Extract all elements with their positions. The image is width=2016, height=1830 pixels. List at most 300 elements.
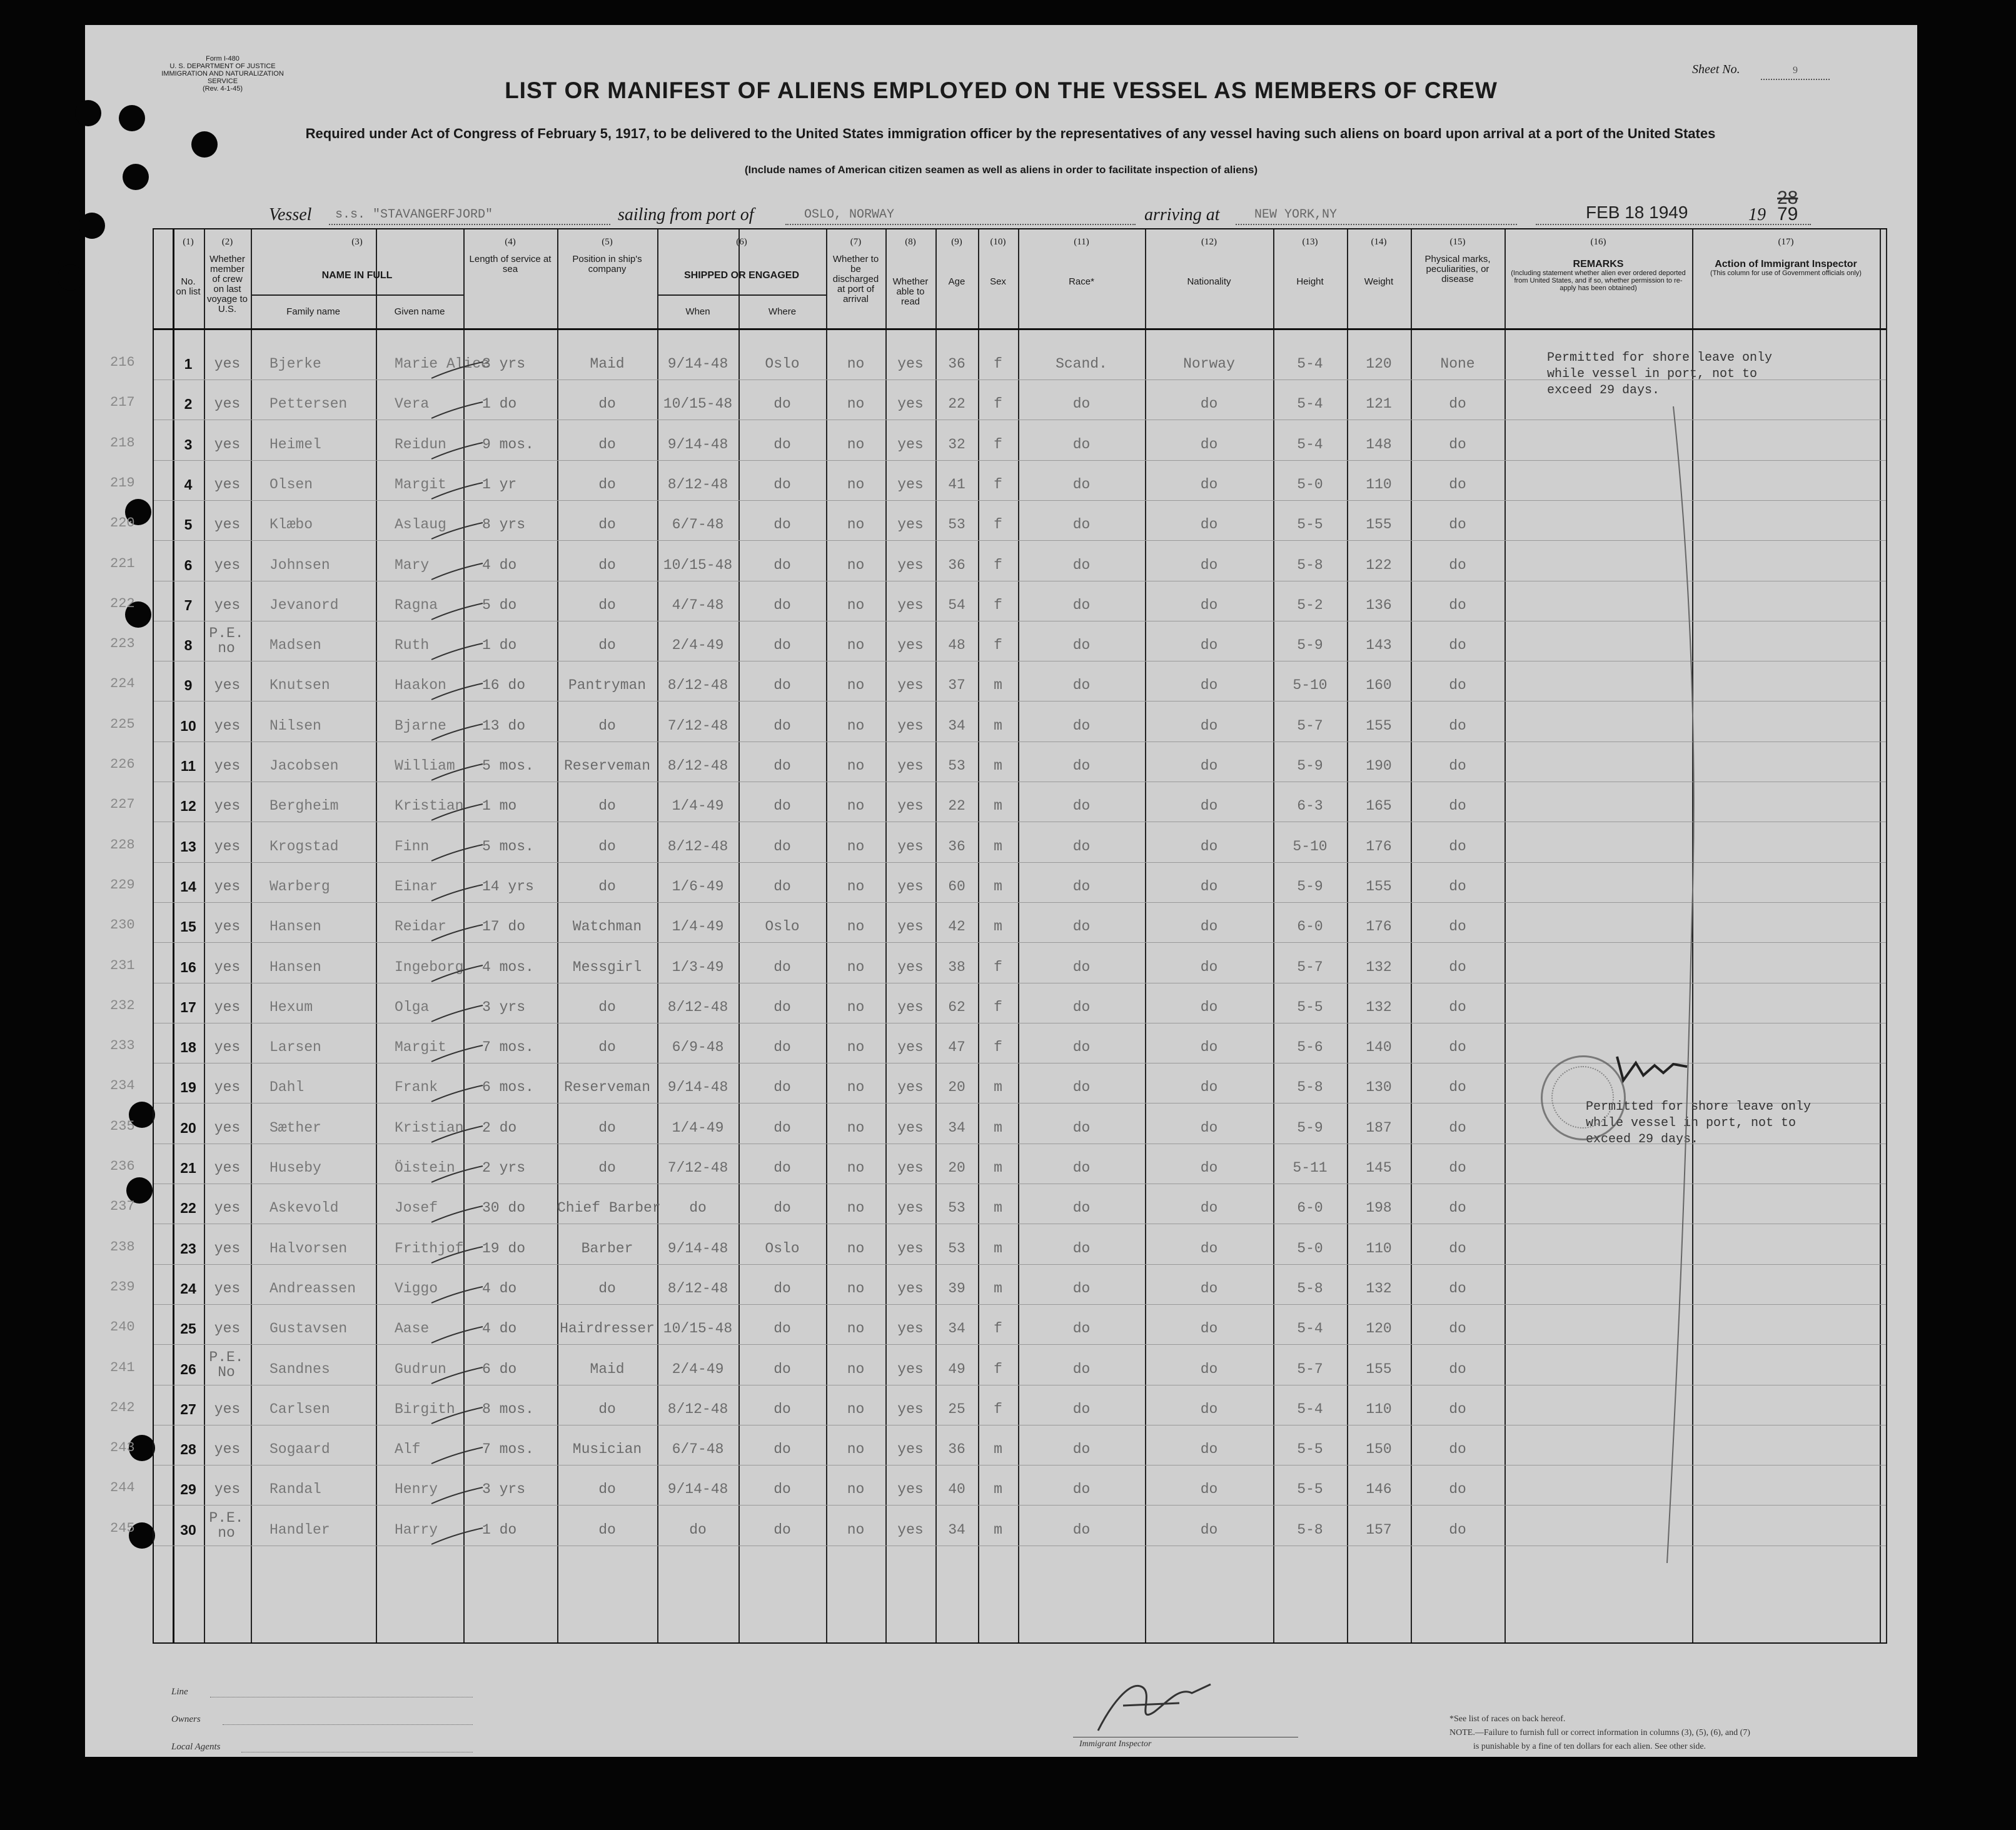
cell-prev: yes — [214, 1240, 241, 1257]
cell-no: 14 — [180, 878, 196, 895]
cell-marks: do — [1449, 516, 1466, 533]
cell-position: do — [598, 838, 616, 855]
cell-position: do — [598, 396, 616, 413]
column-number: (15) — [1449, 237, 1466, 247]
cell-position: do — [598, 878, 616, 895]
cell-position: Musician — [572, 1441, 642, 1458]
cell-where: do — [774, 758, 791, 774]
cell-weight: 146 — [1366, 1481, 1392, 1498]
column-number: (14) — [1371, 237, 1387, 247]
cell-prev: yes — [214, 918, 241, 935]
line-label: Line — [171, 1687, 188, 1697]
cell-where: do — [774, 1481, 791, 1498]
cell-marks: do — [1449, 998, 1466, 1015]
table-row — [110, 1509, 1886, 1561]
cell-given: Finn — [395, 838, 430, 855]
cell-marks: do — [1449, 958, 1466, 975]
check-mark-stroke — [429, 397, 485, 422]
cell-height: 5-7 — [1297, 958, 1323, 975]
cell-height: 5-9 — [1297, 878, 1323, 895]
vessel-label: Vessel — [269, 205, 312, 224]
remark-line: while vessel in port, not to — [1547, 367, 1758, 381]
cell-read: yes — [897, 1200, 924, 1217]
check-mark-stroke — [429, 1000, 485, 1025]
cell-weight: 143 — [1366, 637, 1392, 654]
cell-when: 1/4-49 — [672, 1119, 724, 1136]
cell-service: 5 mos. — [482, 758, 534, 774]
column-number: (13) — [1302, 237, 1318, 247]
cell-race: do — [1072, 1441, 1091, 1458]
cell-when: 8/12-48 — [667, 1280, 728, 1297]
remark-line: exceed 29 days. — [1586, 1132, 1699, 1147]
check-mark-stroke — [429, 960, 485, 985]
cell-race: do — [1072, 1240, 1091, 1257]
cell-family: Olsen — [270, 476, 313, 493]
manifest-line-number: 231 — [110, 957, 135, 973]
cell-no: 23 — [180, 1240, 196, 1257]
cell-position: do — [598, 436, 616, 453]
cell-prev: yes — [214, 998, 241, 1015]
cell-sex: m — [994, 798, 1002, 815]
cell-position: do — [598, 1481, 616, 1498]
cell-age: 34 — [948, 1521, 965, 1538]
cell-family: Nilsen — [270, 717, 321, 734]
column-header: Race* — [1069, 276, 1094, 287]
vessel-name: s.s. "STAVANGERFJORD" — [335, 208, 493, 222]
cell-no: 15 — [180, 918, 196, 935]
cell-marks: do — [1449, 1521, 1466, 1538]
cell-weight: 130 — [1366, 1079, 1392, 1096]
cell-when: 10/15-48 — [663, 1320, 733, 1337]
cell-no: 10 — [180, 717, 196, 734]
cell-height: 5-8 — [1297, 1521, 1323, 1538]
cell-family: Klæbo — [270, 516, 313, 533]
cell-prev: yes — [214, 436, 241, 453]
cell-family: Hansen — [270, 918, 321, 935]
cell-where: do — [774, 677, 791, 694]
cell-nat: do — [1200, 998, 1218, 1015]
cell-where: do — [774, 1521, 791, 1538]
cell-nat: do — [1200, 516, 1218, 533]
cell-weight: 145 — [1366, 1160, 1392, 1176]
cell-disch: no — [847, 1039, 865, 1056]
table-row — [110, 957, 1886, 998]
cell-when: 10/15-48 — [663, 556, 733, 573]
cell-prev: yes — [214, 1400, 241, 1417]
cell-disch: no — [847, 1280, 865, 1297]
check-mark-stroke — [429, 357, 485, 382]
cell-weight: 160 — [1366, 677, 1392, 694]
cell-sex: f — [994, 556, 1002, 573]
cell-race: do — [1072, 717, 1091, 734]
cell-height: 5-0 — [1297, 1240, 1323, 1257]
cell-where: do — [774, 958, 791, 975]
cell-age: 53 — [948, 1240, 965, 1257]
table-row — [110, 435, 1886, 475]
cell-nat: do — [1200, 878, 1218, 895]
table-row — [110, 595, 1886, 636]
cell-sex: m — [994, 1079, 1002, 1096]
column-number: (16) — [1590, 237, 1606, 247]
cell-race: do — [1072, 556, 1091, 573]
cell-sex: m — [994, 717, 1002, 734]
manifest-line-number: 240 — [110, 1319, 135, 1335]
cell-height: 5-5 — [1297, 1441, 1323, 1458]
cell-weight: 176 — [1366, 918, 1392, 935]
cell-weight: 120 — [1366, 356, 1392, 372]
cell-disch: no — [847, 1521, 865, 1538]
cell-age: 47 — [948, 1039, 965, 1056]
cell-disch: no — [847, 556, 865, 573]
check-mark-stroke — [429, 719, 485, 744]
manifest-footer — [173, 1649, 1898, 1756]
cell-position: do — [598, 637, 616, 654]
check-mark-stroke — [429, 558, 485, 583]
cell-sex: f — [994, 596, 1002, 613]
cell-where: do — [774, 998, 791, 1015]
cell-family: Sogaard — [270, 1441, 330, 1458]
races-note: *See list of races on back hereof. — [1449, 1714, 1566, 1724]
cell-sex: f — [994, 637, 1002, 654]
punch-hole — [123, 164, 149, 190]
remark-shore-leave-top — [1547, 350, 1772, 399]
cell-weight: 176 — [1366, 838, 1392, 855]
cell-position: Barber — [581, 1240, 633, 1257]
cell-where: do — [774, 1039, 791, 1056]
cell-family: Askevold — [270, 1200, 339, 1217]
cell-position: do — [598, 1160, 616, 1176]
cell-nat: do — [1200, 1521, 1218, 1538]
cell-race: do — [1072, 878, 1091, 895]
cell-sex: m — [994, 1240, 1002, 1257]
cell-height: 5-7 — [1297, 717, 1323, 734]
cell-marks: do — [1449, 596, 1466, 613]
cell-read: yes — [897, 396, 924, 413]
cell-prev: yes — [214, 1481, 241, 1498]
cell-disch: no — [847, 1441, 865, 1458]
cell-marks: do — [1449, 1240, 1466, 1257]
cell-prev: yes — [214, 1280, 241, 1297]
cell-disch: no — [847, 677, 865, 694]
cell-height: 6-0 — [1297, 1200, 1323, 1217]
check-mark-stroke — [429, 1282, 485, 1307]
remark-line: exceed 29 days. — [1547, 383, 1660, 398]
manifest-line-number: 217 — [110, 395, 135, 411]
cell-height: 5-4 — [1297, 1400, 1323, 1417]
cell-weight: 155 — [1366, 516, 1392, 533]
cell-age: 48 — [948, 637, 965, 654]
cell-position: do — [598, 998, 616, 1015]
cell-read: yes — [897, 1360, 924, 1377]
cell-given: Reidar — [395, 918, 446, 935]
cell-race: do — [1072, 958, 1091, 975]
cell-race: do — [1072, 838, 1091, 855]
check-mark-stroke — [429, 1201, 485, 1226]
cell-weight: 150 — [1366, 1441, 1392, 1458]
cell-age: 20 — [948, 1160, 965, 1176]
table-header-rule — [154, 328, 1886, 330]
cell-no: 24 — [180, 1280, 196, 1297]
cell-weight: 190 — [1366, 758, 1392, 774]
cell-race: do — [1072, 1320, 1091, 1337]
column-header-title: REMARKS — [1573, 259, 1624, 269]
cell-weight: 148 — [1366, 436, 1392, 453]
punch-hole — [75, 100, 101, 126]
cell-marks: do — [1449, 1400, 1466, 1417]
cell-age: 49 — [948, 1360, 965, 1377]
cell-given: Margit — [395, 476, 446, 493]
column-subheader: Where — [768, 306, 797, 317]
cell-when: 9/14-48 — [667, 1481, 728, 1498]
cell-family: Sæther — [270, 1119, 321, 1136]
cell-service: 6 mos. — [482, 1079, 534, 1096]
cell-height: 5-10 — [1293, 677, 1328, 694]
cell-when: 8/12-48 — [667, 998, 728, 1015]
cell-disch: no — [847, 596, 865, 613]
cell-age: 36 — [948, 838, 965, 855]
cell-height: 5-2 — [1297, 596, 1323, 613]
cell-where: Oslo — [765, 1240, 800, 1257]
cell-disch: no — [847, 1400, 865, 1417]
cell-when: 8/12-48 — [667, 838, 728, 855]
inspector-signature — [1086, 1668, 1248, 1743]
cell-marks: do — [1449, 1160, 1466, 1176]
manifest-line-number: 239 — [110, 1279, 135, 1295]
arriving-port-field — [1236, 204, 1517, 225]
cell-no: 3 — [184, 436, 193, 453]
cell-where: do — [774, 637, 791, 654]
column-number: (6) — [736, 237, 747, 247]
cell-no: 1 — [184, 356, 193, 372]
cell-where: do — [774, 1160, 791, 1176]
column-header: Whether able to read — [892, 276, 929, 307]
cell-height: 5-9 — [1297, 758, 1323, 774]
cell-where: Oslo — [765, 918, 800, 935]
cell-read: yes — [897, 838, 924, 855]
cell-position: do — [598, 516, 616, 533]
cell-marks: do — [1449, 476, 1466, 493]
cell-position: Watchman — [572, 918, 642, 935]
column-header: Whether to be discharged at port of arrival — [832, 254, 879, 304]
arriving-label: arriving at — [1144, 205, 1220, 224]
cell-sex: f — [994, 396, 1002, 413]
cell-weight: 132 — [1366, 1280, 1392, 1297]
cell-race: do — [1072, 918, 1091, 935]
cell-when: 6/7-48 — [672, 1441, 724, 1458]
manifest-line-number: 223 — [110, 636, 135, 652]
table-row — [110, 395, 1886, 435]
cell-service: 14 yrs — [482, 878, 534, 895]
cell-height: 5-5 — [1297, 516, 1323, 533]
punch-hole — [58, 264, 84, 291]
column-header: Nationality — [1187, 276, 1231, 287]
cell-given: Öistein — [395, 1160, 455, 1176]
cell-nat: do — [1200, 1200, 1218, 1217]
cell-prev: yes — [214, 556, 241, 573]
cell-when: 9/14-48 — [667, 1079, 728, 1096]
column-header: No. on list — [176, 276, 201, 297]
cell-nat: do — [1200, 677, 1218, 694]
cell-given: Frithjof — [395, 1240, 464, 1257]
cell-service: 17 do — [482, 918, 526, 935]
owners-label: Owners — [171, 1714, 201, 1724]
local-agents-label: Local Agents — [171, 1742, 221, 1752]
manifest-line-number: 220 — [110, 515, 135, 531]
sheet-number-value: 9 — [1761, 65, 1830, 80]
cell-nat: do — [1200, 637, 1218, 654]
cell-family: Jevanord — [270, 596, 339, 613]
cell-sex: f — [994, 356, 1002, 372]
cell-height: 6-3 — [1297, 798, 1323, 815]
cell-given: Aslaug — [395, 516, 446, 533]
handwritten-number: 79 — [1777, 204, 1798, 224]
column-number: (7) — [850, 237, 862, 247]
cell-service: 1 mo — [482, 798, 517, 815]
table-row — [110, 676, 1886, 716]
manifest-line-number: 229 — [110, 877, 135, 893]
cell-no: 19 — [180, 1079, 196, 1096]
cell-where: do — [774, 1119, 791, 1136]
manifest-line-number: 236 — [110, 1159, 135, 1174]
cell-nat: do — [1200, 436, 1218, 453]
manifest-line-number: 233 — [110, 1038, 135, 1054]
cell-prev: yes — [214, 516, 241, 533]
cell-read: yes — [897, 758, 924, 774]
cell-marks: do — [1449, 1119, 1466, 1136]
cell-when: 8/12-48 — [667, 476, 728, 493]
cell-age: 54 — [948, 596, 965, 613]
table-row — [110, 1440, 1886, 1480]
cell-weight: 110 — [1366, 1240, 1392, 1257]
cell-weight: 132 — [1366, 958, 1392, 975]
cell-no: 25 — [180, 1320, 196, 1337]
cell-race: do — [1072, 476, 1091, 493]
cell-when: 7/12-48 — [667, 717, 728, 734]
cell-nat: do — [1200, 958, 1218, 975]
cell-service: 3 yrs — [482, 998, 526, 1015]
cell-marks: do — [1449, 878, 1466, 895]
column-number: (17) — [1778, 237, 1794, 247]
cell-sex: f — [994, 516, 1002, 533]
cell-prev: yes — [214, 1200, 241, 1217]
cell-when: 7/12-48 — [667, 1160, 728, 1176]
check-mark-stroke — [429, 1482, 485, 1507]
cell-when: 1/3-49 — [672, 958, 724, 975]
cell-service: 8 mos. — [482, 1400, 534, 1417]
cell-family: Knutsen — [270, 677, 330, 694]
cell-weight: 122 — [1366, 556, 1392, 573]
table-row — [110, 1319, 1886, 1359]
cell-given: Margit — [395, 1039, 446, 1056]
cell-position: Pantryman — [568, 677, 647, 694]
cell-where: do — [774, 717, 791, 734]
cell-where: do — [774, 1079, 791, 1096]
cell-given: Birgith — [395, 1400, 455, 1417]
cell-family: Halvorsen — [270, 1240, 348, 1257]
cell-read: yes — [897, 798, 924, 815]
cell-sex: f — [994, 1039, 1002, 1056]
cell-family: Gustavsen — [270, 1320, 348, 1337]
cell-where: do — [774, 436, 791, 453]
manifest-line-number: 216 — [110, 354, 135, 370]
cell-race: do — [1072, 1400, 1091, 1417]
cell-disch: no — [847, 1160, 865, 1176]
cell-prev: yes — [214, 1160, 241, 1176]
cell-prev: yes — [214, 476, 241, 493]
cell-age: 25 — [948, 1400, 965, 1417]
cell-nat: do — [1200, 1441, 1218, 1458]
cell-race: do — [1072, 396, 1091, 413]
cell-no: 17 — [180, 998, 196, 1015]
cell-read: yes — [897, 1039, 924, 1056]
penalty-note-cont: is punishable by a fine of ten dollars for each alien. See other side. — [1473, 1742, 1706, 1751]
cell-service: 19 do — [482, 1240, 526, 1257]
cell-sex: m — [994, 838, 1002, 855]
cell-given: Marie Alice — [395, 356, 490, 372]
cell-sex: m — [994, 918, 1002, 935]
column-header-note: (This column for use of Government officials only) — [1710, 269, 1862, 277]
cell-disch: no — [847, 798, 865, 815]
column-header: Sex — [990, 276, 1006, 287]
table-row — [110, 797, 1886, 837]
cell-sex: m — [994, 1160, 1002, 1176]
cell-given: Olga — [395, 998, 430, 1015]
column-header: Length of service at sea — [469, 254, 552, 274]
cell-nat: Norway — [1183, 356, 1235, 372]
manifest-line-number: 230 — [110, 917, 135, 933]
cell-where: do — [774, 516, 791, 533]
cell-service: 7 mos. — [482, 1039, 534, 1056]
cell-no: 30 — [180, 1521, 196, 1538]
cell-marks: do — [1449, 1039, 1466, 1056]
remarks-ditto-line — [1661, 400, 1711, 1576]
cell-sex: f — [994, 1360, 1002, 1377]
cell-age: 53 — [948, 758, 965, 774]
cell-where: do — [774, 1280, 791, 1297]
cell-sex: m — [994, 1481, 1002, 1498]
cell-family: Madsen — [270, 637, 321, 654]
cell-given: Mary — [395, 556, 430, 573]
cell-marks: do — [1449, 918, 1466, 935]
cell-read: yes — [897, 677, 924, 694]
cell-read: yes — [897, 356, 924, 372]
cell-nat: do — [1200, 1280, 1218, 1297]
cell-where: do — [774, 556, 791, 573]
cell-service: 16 do — [482, 677, 526, 694]
cell-height: 5-5 — [1297, 1481, 1323, 1498]
manifest-line-number: 218 — [110, 435, 135, 451]
cell-height: 5-4 — [1297, 436, 1323, 453]
cell-sex: f — [994, 998, 1002, 1015]
vessel-name-field — [329, 204, 610, 225]
check-mark-stroke — [429, 1362, 485, 1387]
cell-nat: do — [1200, 798, 1218, 815]
cell-when: 1/4-49 — [672, 798, 724, 815]
cell-where: do — [774, 1400, 791, 1417]
cell-disch: no — [847, 1240, 865, 1257]
cell-where: do — [774, 838, 791, 855]
cell-when: 6/7-48 — [672, 516, 724, 533]
cell-position: Maid — [590, 1360, 625, 1377]
cell-when: 10/15-48 — [663, 396, 733, 413]
cell-given: Bjarne — [395, 717, 446, 734]
form-service: IMMIGRATION AND NATURALIZATION SERVICE — [161, 70, 284, 85]
cell-family: Carlsen — [270, 1400, 330, 1417]
table-row — [110, 1159, 1886, 1199]
check-mark-stroke — [429, 799, 485, 824]
cell-read: yes — [897, 958, 924, 975]
column-header: NAME IN FULL — [321, 270, 393, 281]
